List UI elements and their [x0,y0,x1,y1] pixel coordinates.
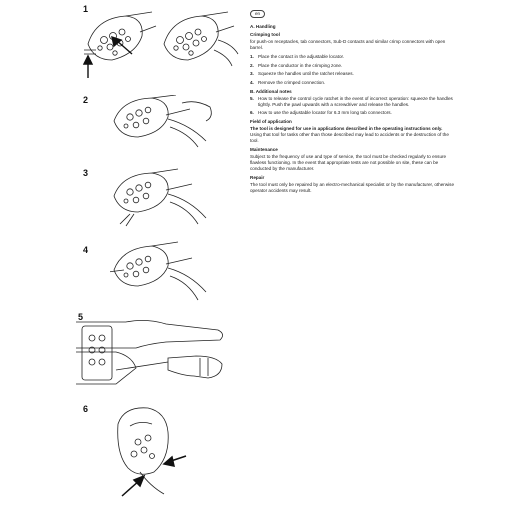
figure-number-6: 6 [83,404,89,414]
figure-4-illustration [110,240,220,304]
figure-number-5: 5 [78,312,84,322]
crimping-tool-heading: Crimping tool [250,32,280,38]
step-4 [250,80,455,86]
figure-2-illustration [110,95,220,151]
figure-3-illustration [110,168,220,228]
note-6 [250,110,455,116]
step-text: Remove the crimped connection. [258,80,326,85]
step-1 [250,54,455,60]
language-badge: en [250,10,265,18]
note-number: 5. [250,95,254,101]
instructions-text [250,10,455,198]
field-bold-text: The tool is designed for use in applications described in the operating instructions only. [250,125,443,131]
section-b-title: B. Additional notes [250,88,292,94]
step-text: Place the contact in the adjustable locator. [258,54,345,60]
step-number: 3. [250,71,254,77]
intro-paragraph: for push-on receptacles, tab connectors, Sub-D contacts and similar crimp connectors with open barrel. [250,39,446,51]
figure-number-2: 2 [83,95,89,105]
step-2 [250,63,455,69]
step-text: Place the conductor in the crimping zone. [258,62,343,68]
figure-number-3: 3 [83,168,89,178]
step-number: 1. [250,54,254,60]
figure-column [0,0,250,510]
maintenance-heading: Maintenance [250,147,278,153]
field-of-application-heading: Field of application [250,118,292,124]
figure-number-1: 1 [83,4,89,14]
note-text: How to release the control cycle ratchet in the event of incorrect operation: squeeze the handles tightly. Push the pawl upwards with a screwdriver and release the handles. [258,95,453,107]
repair-heading: Repair [250,175,265,181]
figure-6-illustration [110,404,190,498]
step-text: Squeeze the handles until the ratchet releases. [258,71,354,77]
figure-number-4: 4 [83,245,89,255]
figure-1-illustration [82,10,242,88]
repair-paragraph: The tool must only be repaired by an electro-mechanical specialist or by the manufacturer, otherwise operator accidents may result. [250,182,455,194]
field-of-application-paragraph [250,126,455,144]
note-5 [250,96,455,108]
figure-5-illustration [76,312,236,396]
step-number: 4. [250,80,254,85]
step-number: 2. [250,62,254,68]
field-rest-text: Using that tool for tasks other than those described may lead to accidents or the destruction of the tool. [250,131,449,143]
step-3 [250,71,455,77]
maintenance-paragraph: Subject to the frequency of use and type of service, the tool must be checked regularly to ensure flawless functioning. In the event that appropriate tests are not possible on site, these can be conducted by the manufacturer. [250,154,447,172]
note-number: 6. [250,110,254,116]
note-text: How to use the adjustable locator for 6.3 mm long tab connectors. [258,110,392,116]
section-a-title: A. Handling [250,24,276,30]
